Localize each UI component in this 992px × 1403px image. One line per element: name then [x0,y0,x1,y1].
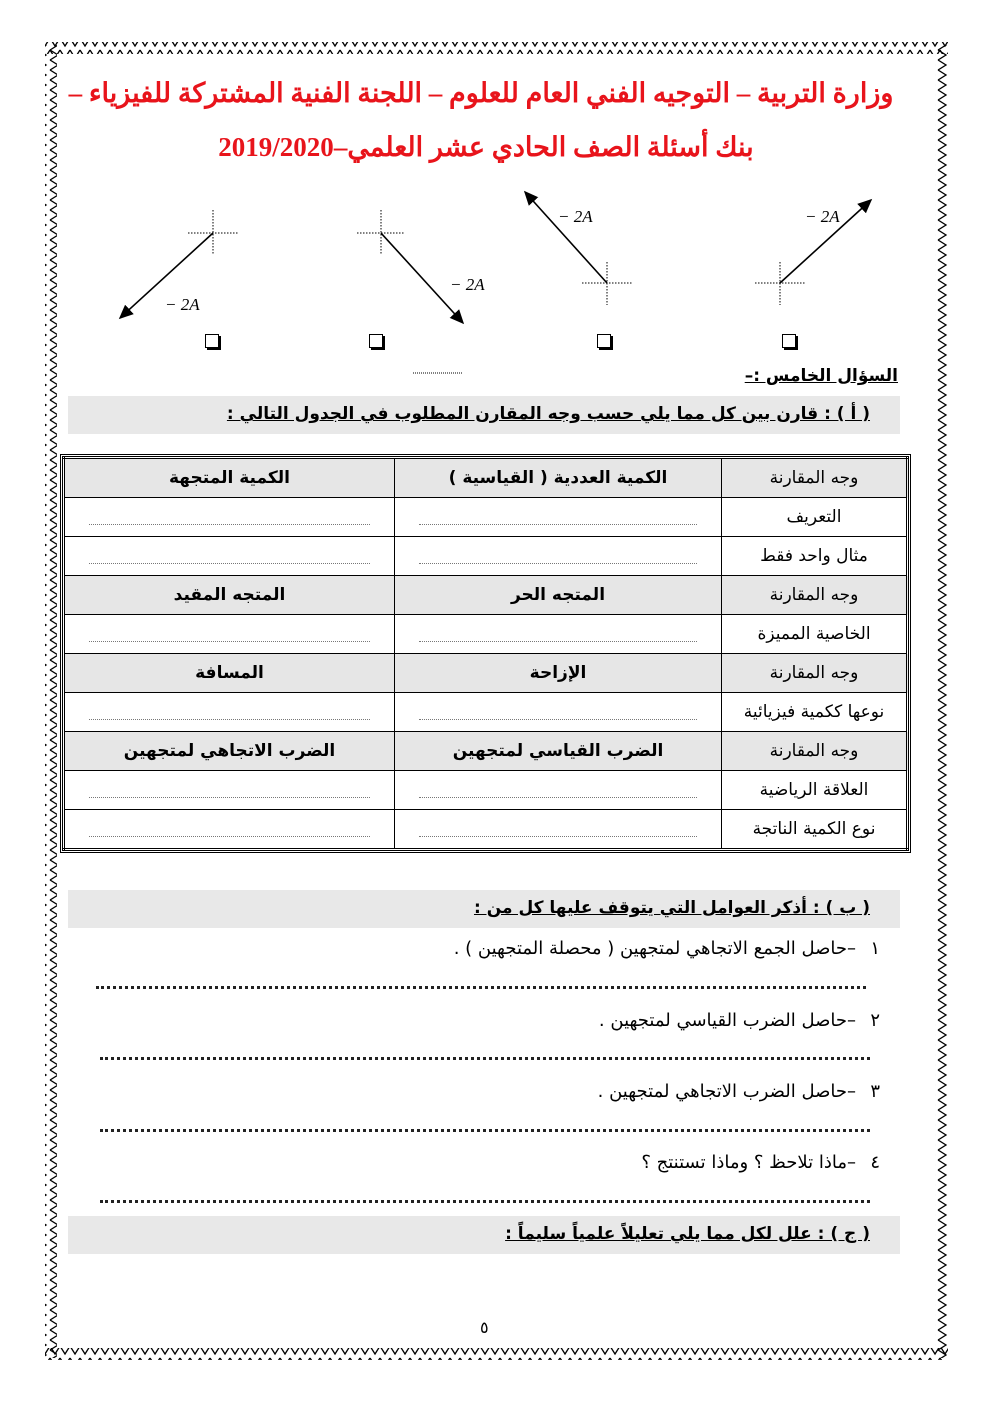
item-number: ١ [870,938,880,959]
table-header-cell: وجه المقارنة [722,576,908,615]
part-b-heading: ( ب ) : أذكر العوامل التي يتوقف عليها كل من : [473,898,870,918]
table-header-row [64,732,908,771]
table-header-cell: وجه المقارنة [722,732,908,771]
question-5-title: السؤال الخامس :– [744,366,898,386]
table-header-row [64,654,908,693]
row-label: نوعها ككمية فيزيائية [722,693,908,732]
dotted-answer-line [419,549,697,564]
table-header-cell: وجه المقارنة [722,654,908,693]
answer-cell[interactable] [64,615,395,654]
dotted-answer-line [89,705,370,720]
dotted-answer-line [419,822,697,837]
table-row [64,537,908,576]
dotted-answer-line [419,705,697,720]
vector-diagrams [0,0,992,380]
table-row [64,615,908,654]
dotted-answer-line [419,783,697,798]
vector-up-left [525,192,607,283]
vector-label: − 2A⃗ [805,207,853,226]
answer-cell[interactable] [64,810,395,850]
table-row [64,693,908,732]
row-label: نوع الكمية الناتجة [722,810,908,850]
table-header-cell: الكمية العددية ( القياسية ) [395,458,722,498]
table-header-cell: المتجه الحر [395,576,722,615]
dotted-answer-line [89,627,370,642]
answer-cell[interactable] [395,810,722,850]
part-a-band [68,396,900,434]
answer-line[interactable] [100,1055,870,1060]
dotted-answer-line [89,549,370,564]
item-text: –حاصل الجمع الاتجاهي لمتجهين ( محصلة المتجهين ) . [453,938,856,959]
part-c-heading: ( ج ) : علل لكل مما يلي تعليلاً علمياً سليماً : [505,1224,870,1244]
item-number: ٤ [870,1152,880,1173]
part-a-heading: ( أ ) : قارن بين كل مما يلي حسب وجه المقارن المطلوب في الجدول التالي : [226,404,870,424]
answer-cell[interactable] [395,537,722,576]
vector-label: − 2A⃗ [558,207,606,226]
page-number: ٥ [480,1318,489,1337]
item-text: –ماذا تلاحظ ؟ وماذا تستنتج ؟ [641,1152,856,1173]
answer-cell[interactable] [64,693,395,732]
dotted-answer-line [89,783,370,798]
table-header-cell: وجه المقارنة [722,458,908,498]
answer-line[interactable] [96,984,866,989]
answer-cell[interactable] [395,498,722,537]
row-label: الخاصية المميزة [722,615,908,654]
header-line-2: بنك أسئلة الصف الحادي عشر العلمي–2019/2020 [218,132,754,162]
item-number: ٢ [870,1010,880,1031]
dotted-answer-line [89,510,370,525]
answer-cell[interactable] [395,615,722,654]
row-label: مثال واحد فقط [722,537,908,576]
header-line-1: وزارة التربية – التوجيه الفني العام للعلوم – اللجنة الفنية المشتركة للفيزياء – [68,78,894,108]
vector-label: − 2A⃗ [165,295,213,314]
row-label: التعريف [722,498,908,537]
option-checkbox-2[interactable] [369,334,383,348]
answer-cell[interactable] [395,693,722,732]
table-row [64,498,908,537]
answer-line[interactable] [100,1127,870,1132]
table-header-cell: الضرب الاتجاهي لمتجهين [64,732,395,771]
dotted-answer-line [89,822,370,837]
option-checkbox-3[interactable] [597,334,611,348]
table-row [64,810,908,850]
answer-cell[interactable] [395,771,722,810]
answer-cell[interactable] [64,498,395,537]
table-header-cell: الإزاحة [395,654,722,693]
part-b-band [68,890,900,928]
item-text: –حاصل الضرب القياسي لمتجهين . [598,1010,856,1031]
answer-line[interactable] [100,1198,870,1203]
table-header-row [64,458,908,498]
table-row [64,771,908,810]
option-checkbox-1[interactable] [205,334,219,348]
item-number: ٣ [870,1081,880,1102]
answer-cell[interactable] [64,771,395,810]
table-header-row [64,576,908,615]
table-header-cell: المتجه المقيد [64,576,395,615]
table-header-cell: المسافة [64,654,395,693]
part-c-band [68,1216,900,1254]
comparison-table [62,456,909,851]
dotted-answer-line [419,627,697,642]
table-header-cell: الضرب القياسي لمتجهين [395,732,722,771]
row-label: العلاقة الرياضية [722,771,908,810]
answer-cell[interactable] [64,537,395,576]
dotted-answer-line [419,510,697,525]
table-header-cell: الكمية المتجهة [64,458,395,498]
vector-label: − 2A⃗ [450,275,498,294]
option-checkbox-4[interactable] [782,334,796,348]
item-text: –حاصل الضرب الاتجاهي لمتجهين . [597,1081,856,1102]
